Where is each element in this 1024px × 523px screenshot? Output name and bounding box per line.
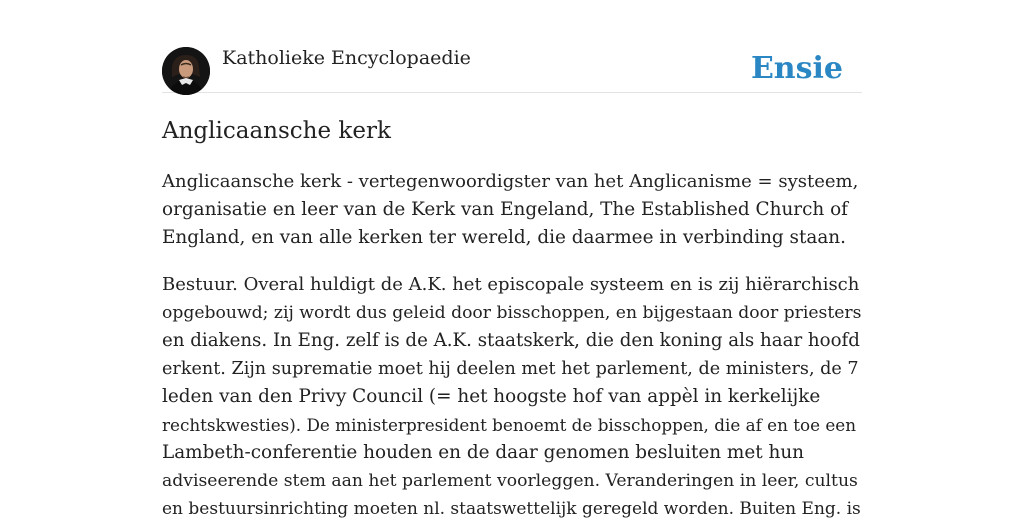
site-name[interactable]: Katholieke Encyclopaedie	[222, 47, 471, 69]
article-paragraph-1	[162, 168, 862, 252]
paragraph-line: en bestuursinrichting moeten nl. staatswettelijk geregeld worden. Buiten Eng. is	[162, 499, 861, 519]
portrait-avatar-icon[interactable]	[162, 47, 210, 95]
page-container	[162, 0, 862, 519]
paragraph-line: leden van den Privy Council (= het hoogste hof van appèl in kerkelijke	[162, 386, 821, 407]
paragraph-line: Lambeth-conferentie houden en de daar genomen besluiten met hun	[162, 442, 805, 463]
paragraph-line: rechtskwesties). De ministerpresident benoemt de bisschoppen, die af en toe een	[162, 415, 857, 435]
paragraph-line: organisatie en leer van de Kerk van Engeland, The Established Church of	[162, 199, 848, 220]
paragraph-line: opgebouwd; zij wordt dus geleid door bisschoppen, en bijgestaan door priesters	[162, 303, 862, 323]
paragraph-line: England, en van alle kerken ter wereld, die daarmee in verbinding staan.	[162, 227, 846, 248]
paragraph-line: erkent. Zijn suprematie moet hij deelen met het parlement, de ministers, de 7	[162, 359, 859, 379]
site-header	[162, 0, 862, 93]
paragraph-line: Anglicaansche kerk - vertegenwoordigster van het Anglicanisme = systeem,	[162, 171, 859, 192]
paragraph-line: en diakens. In Eng. zelf is de A.K. staatskerk, die den koning als haar hoofd	[162, 330, 860, 351]
brand-logo-link[interactable]: Ensie	[750, 51, 843, 86]
article-paragraph-2	[162, 271, 862, 523]
paragraph-line: Bestuur. Overal huldigt de A.K. het episcopale systeem en is zij hiërarchisch	[162, 274, 860, 295]
article-title: Anglicaansche kerk	[162, 118, 391, 144]
paragraph-line: adviseerende stem aan het parlement voorleggen. Veranderingen in leer, cultus	[162, 471, 858, 491]
